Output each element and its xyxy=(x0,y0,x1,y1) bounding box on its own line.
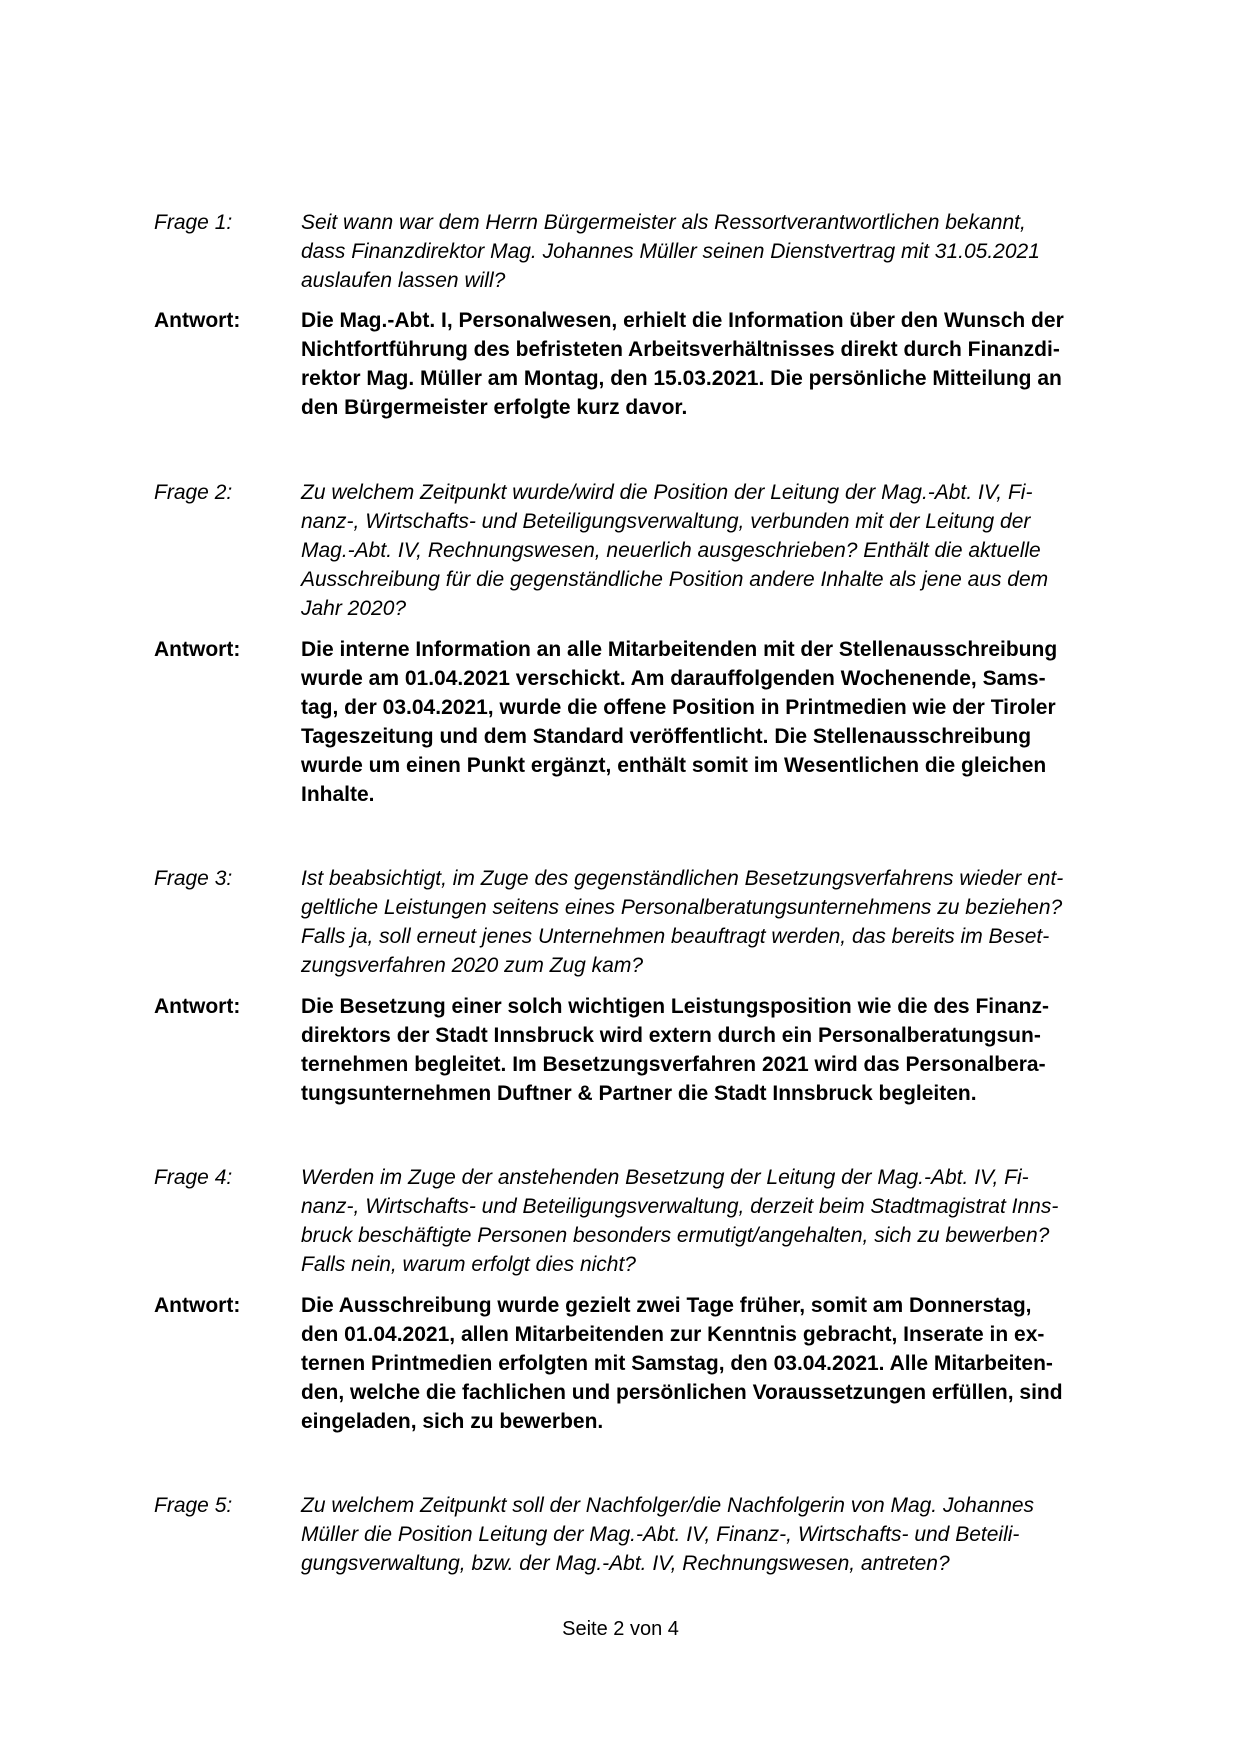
question-label: Frage 3: xyxy=(154,867,233,890)
question-text xyxy=(301,864,1144,980)
text-line: zungsverfahren 2020 zum Zug kam? xyxy=(301,954,644,977)
text-line: Tageszeitung und dem Standard veröffentlicht. Die Stellenausschreibung xyxy=(301,725,1032,748)
question-label: Frage 5: xyxy=(154,1494,233,1517)
text-line: Die Besetzung einer solch wichtigen Leistungsposition wie die des Finanz- xyxy=(301,995,1049,1018)
question-3 xyxy=(154,864,1144,980)
text-line: Ausschreibung für die gegenständliche Position andere Inhalte als jene aus dem xyxy=(301,568,1049,591)
text-line: wurde am 01.04.2021 verschickt. Am darauffolgenden Wochenende, Sams- xyxy=(301,667,1046,690)
text-line: Zu welchem Zeitpunkt wurde/wird die Position der Leitung der Mag.-Abt. IV, Fi- xyxy=(301,481,1033,504)
text-line: Zu welchem Zeitpunkt soll der Nachfolger/die Nachfolgerin von Mag. Johannes xyxy=(301,1494,1035,1517)
text-line: Falls ja, soll erneut jenes Unternehmen beauftragt werden, das bereits im Beset- xyxy=(301,925,1050,948)
answer-text xyxy=(301,635,1144,809)
text-line: Werden im Zuge der anstehenden Besetzung der Leitung der Mag.-Abt. IV, Fi- xyxy=(301,1166,1029,1189)
question-label: Frage 2: xyxy=(154,481,233,504)
question-4 xyxy=(154,1163,1144,1279)
question-text xyxy=(301,208,1144,295)
text-line: Ist beabsichtigt, im Zuge des gegenständlichen Besetzungsverfahrens wieder ent- xyxy=(301,867,1064,890)
question-2 xyxy=(154,478,1144,623)
text-line: wurde um einen Punkt ergänzt, enthält somit im Wesentlichen die gleichen xyxy=(301,754,1047,777)
text-line: gungsverwaltung, bzw. der Mag.-Abt. IV, Rechnungswesen, antreten? xyxy=(301,1552,950,1575)
question-text xyxy=(301,1163,1144,1279)
answer-label: Antwort: xyxy=(154,638,241,661)
text-line: Jahr 2020? xyxy=(301,597,407,620)
text-line: den Bürgermeister erfolgte kurz davor. xyxy=(301,396,688,419)
text-line: geltliche Leistungen seitens eines Personalberatungsunternehmens zu beziehen? xyxy=(301,896,1063,919)
text-line: Die Mag.-Abt. I, Personalwesen, erhielt die Information über den Wunsch der xyxy=(301,309,1064,332)
text-line: Die interne Information an alle Mitarbeitenden mit der Stellenausschreibung xyxy=(301,638,1058,661)
text-line: tag, der 03.04.2021, wurde die offene Position in Printmedien wie der Tiroler xyxy=(301,696,1056,719)
text-line: Müller die Position Leitung der Mag.-Abt. IV, Finanz-, Wirtschafts- und Beteili- xyxy=(301,1523,1020,1546)
page-number: Seite 2 von 4 xyxy=(562,1618,679,1640)
text-line: direktors der Stadt Innsbruck wird extern durch ein Personalberatungsun- xyxy=(301,1024,1041,1047)
text-line: Nichtfortführung des befristeten Arbeitsverhältnisses direkt durch Finanzdi- xyxy=(301,338,1060,361)
answer-2 xyxy=(154,635,1144,809)
text-line: nanz-, Wirtschafts- und Beteiligungsverwaltung, derzeit beim Stadtmagistrat Inns- xyxy=(301,1195,1059,1218)
answer-text xyxy=(301,992,1144,1108)
text-line: Seit wann war dem Herrn Bürgermeister als Ressortverantwortlichen bekannt, xyxy=(301,211,1026,234)
question-text xyxy=(301,1491,1144,1578)
text-line: auslaufen lassen will? xyxy=(301,269,506,292)
text-line: den 01.04.2021, allen Mitarbeitenden zur Kenntnis gebracht, Inserate in ex- xyxy=(301,1323,1045,1346)
text-line: nanz-, Wirtschafts- und Beteiligungsverwaltung, verbunden mit der Leitung der xyxy=(301,510,1031,533)
text-line: Falls nein, warum erfolgt dies nicht? xyxy=(301,1253,636,1276)
text-line: eingeladen, sich zu bewerben. xyxy=(301,1410,604,1433)
answer-text xyxy=(301,1291,1144,1436)
answer-label: Antwort: xyxy=(154,309,241,332)
text-line: rektor Mag. Müller am Montag, den 15.03.2021. Die persönliche Mitteilung an xyxy=(301,367,1062,390)
text-line: Die Ausschreibung wurde gezielt zwei Tage früher, somit am Donnerstag, xyxy=(301,1294,1032,1317)
question-5 xyxy=(154,1491,1144,1578)
question-label: Frage 4: xyxy=(154,1166,233,1189)
answer-3 xyxy=(154,992,1144,1108)
text-line: Inhalte. xyxy=(301,783,375,806)
text-line: dass Finanzdirektor Mag. Johannes Müller seinen Dienstvertrag mit 31.05.2021 xyxy=(301,240,1040,263)
text-line: ternehmen begleitet. Im Besetzungsverfahren 2021 wird das Personalbera- xyxy=(301,1053,1046,1076)
answer-label: Antwort: xyxy=(154,995,241,1018)
answer-4 xyxy=(154,1291,1144,1436)
question-text xyxy=(301,478,1144,623)
answer-label: Antwort: xyxy=(154,1294,241,1317)
text-line: tungsunternehmen Duftner & Partner die Stadt Innsbruck begleiten. xyxy=(301,1082,977,1105)
answer-1 xyxy=(154,306,1144,422)
question-1 xyxy=(154,208,1144,295)
text-line: ternen Printmedien erfolgten mit Samstag, den 03.04.2021. Alle Mitarbeiten- xyxy=(301,1352,1053,1375)
answer-text xyxy=(301,306,1144,422)
text-line: Mag.-Abt. IV, Rechnungswesen, neuerlich ausgeschrieben? Enthält die aktuelle xyxy=(301,539,1041,562)
text-line: bruck beschäftigte Personen besonders ermutigt/angehalten, sich zu bewerben? xyxy=(301,1224,1050,1247)
question-label: Frage 1: xyxy=(154,211,233,234)
text-line: den, welche die fachlichen und persönlichen Voraussetzungen erfüllen, sind xyxy=(301,1381,1063,1404)
